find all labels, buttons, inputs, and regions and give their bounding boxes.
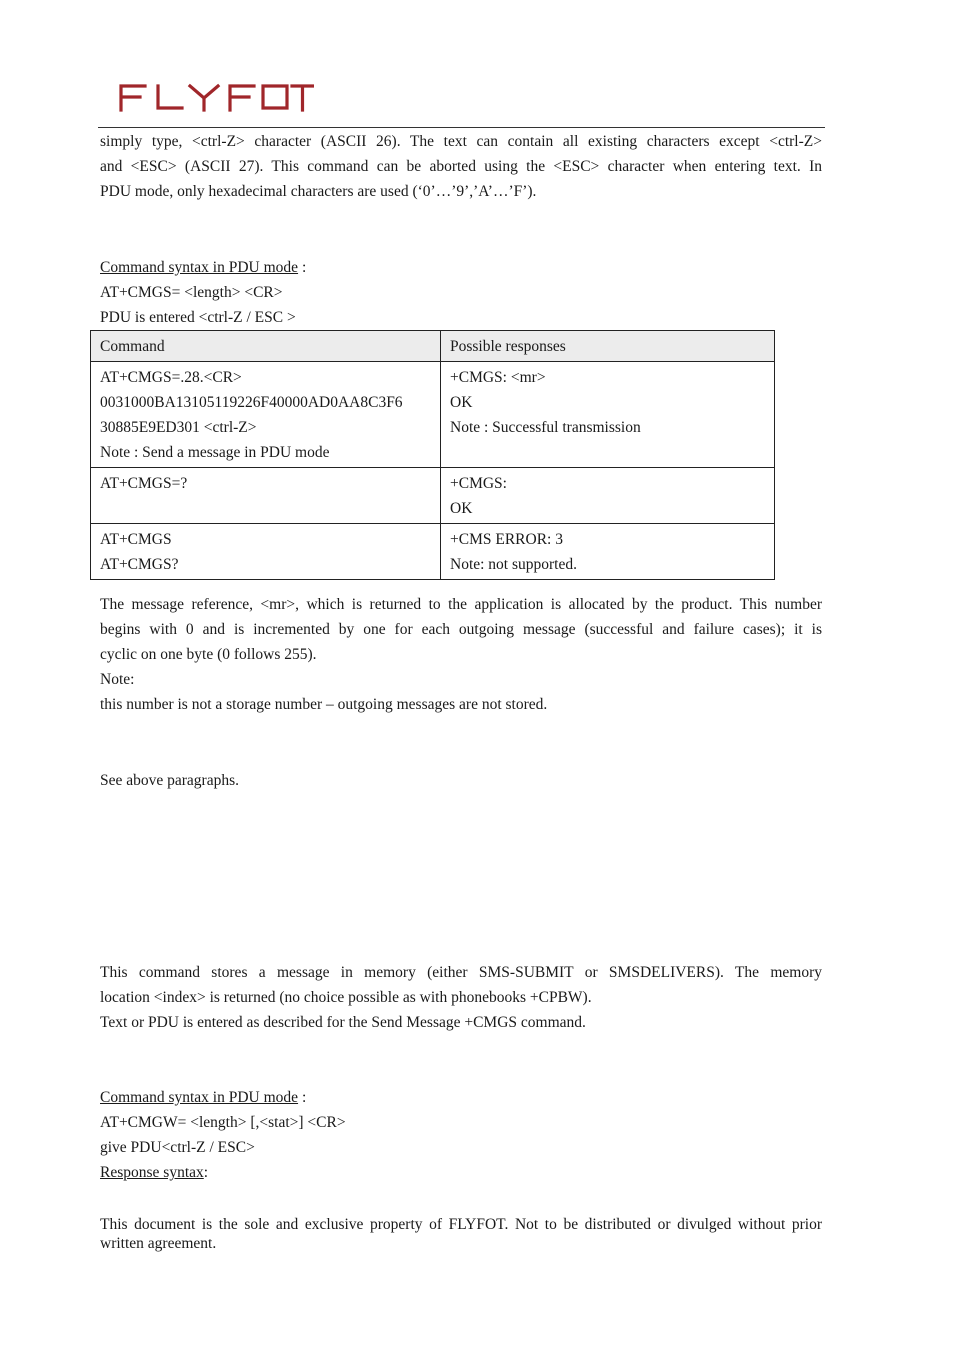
cmgw-desc-line-3: Text or PDU is entered as described for the Send Message +CMGS command. [100, 1014, 586, 1031]
mr-line-2: begins with 0 and is incremented by one for each outgoing message (successful and failure cases); it is [100, 621, 822, 638]
response-syntax-label: Response syntax [100, 1164, 204, 1181]
response-text: +CMGS: [450, 475, 507, 492]
command-text: AT+CMGS [100, 531, 172, 548]
response-cell [441, 468, 775, 524]
response-text: OK [450, 500, 473, 517]
mr-line-3: cyclic on one byte (0 follows 255). [100, 646, 317, 663]
cmgw-syntax-line-2: give PDU<ctrl-Z / ESC> [100, 1139, 255, 1156]
mr-note-text: this number is not a storage number – outgoing messages are not stored. [100, 696, 548, 713]
header-divider [98, 127, 825, 128]
response-text: OK [450, 394, 473, 411]
cmgs-command-table [90, 330, 775, 580]
table-header-responses: Possible responses [441, 331, 775, 362]
see-above-text: See above paragraphs. [100, 772, 240, 789]
command-text: AT+CMGS? [100, 556, 179, 573]
command-text: AT+CMGS=.28.<CR> [100, 369, 242, 386]
command-text: AT+CMGS=? [100, 475, 188, 492]
command-text: 0031000BA13105119226F40000AD0AA8C3F6 [100, 394, 403, 411]
table-row [91, 362, 775, 468]
intro-line-3: PDU mode, only hexadecimal characters are used (‘0’…’9’,’A’…’F’). [100, 183, 537, 200]
response-text: +CMGS: <mr> [450, 369, 546, 386]
mr-note-label: Note: [100, 671, 135, 688]
cmgw-desc-line-1: This command stores a message in memory (either SMS-SUBMIT or SMSDELIVERS). The memory [100, 964, 822, 981]
mr-line-1: The message reference, <mr>, which is returned to the application is allocated by the product. This number [100, 596, 822, 613]
table-row [91, 468, 775, 524]
cmgs-syntax-line-2: PDU is entered <ctrl-Z / ESC > [100, 309, 296, 326]
cmgw-syntax-label: Command syntax in PDU mode [100, 1089, 299, 1106]
response-cell [441, 362, 775, 468]
response-syntax-heading [100, 1160, 822, 1185]
cmgs-syntax-line-1: AT+CMGS= <length> <CR> [100, 284, 283, 301]
command-cell [91, 468, 441, 524]
intro-line-2: and <ESC> (ASCII 27). This command can be aborted using the <ESC> character when entering text. In [100, 158, 822, 175]
cmgs-syntax-label: Command syntax in PDU mode [100, 259, 299, 276]
flyfot-logo [118, 80, 314, 114]
cmgs-syntax-heading [100, 255, 822, 280]
command-cell [91, 524, 441, 580]
response-text: +CMS ERROR: 3 [450, 531, 563, 548]
response-cell [441, 524, 775, 580]
table-header-command: Command [91, 331, 441, 362]
cmgw-syntax-label-suffix: : [298, 1089, 307, 1106]
response-note: Note: not supported. [450, 556, 577, 573]
cmgw-syntax-line-1: AT+CMGW= <length> [,<stat>] <CR> [100, 1114, 346, 1131]
cmgs-syntax-label-suffix: : [298, 259, 307, 276]
command-text: 30885E9ED301 <ctrl-Z> [100, 419, 257, 436]
cmgw-syntax-heading [100, 1085, 822, 1110]
command-note: Note : Send a message in PDU mode [100, 444, 330, 461]
table-header-row [91, 331, 775, 362]
table-row [91, 524, 775, 580]
command-cell [91, 362, 441, 468]
response-syntax-suffix: : [203, 1164, 209, 1181]
intro-line-1: simply type, <ctrl-Z> character (ASCII 26). The text can contain all existing characters except <ctrl-Z> [100, 133, 822, 150]
footer-notice: This document is the sole and exclusive property of FLYFOT. Not to be distributed or divulged without prior written agreement. [100, 1216, 822, 1252]
cmgw-desc-line-2: location <index> is returned (no choice possible as with phonebooks +CPBW). [100, 989, 592, 1006]
response-note: Note : Successful transmission [450, 419, 641, 436]
